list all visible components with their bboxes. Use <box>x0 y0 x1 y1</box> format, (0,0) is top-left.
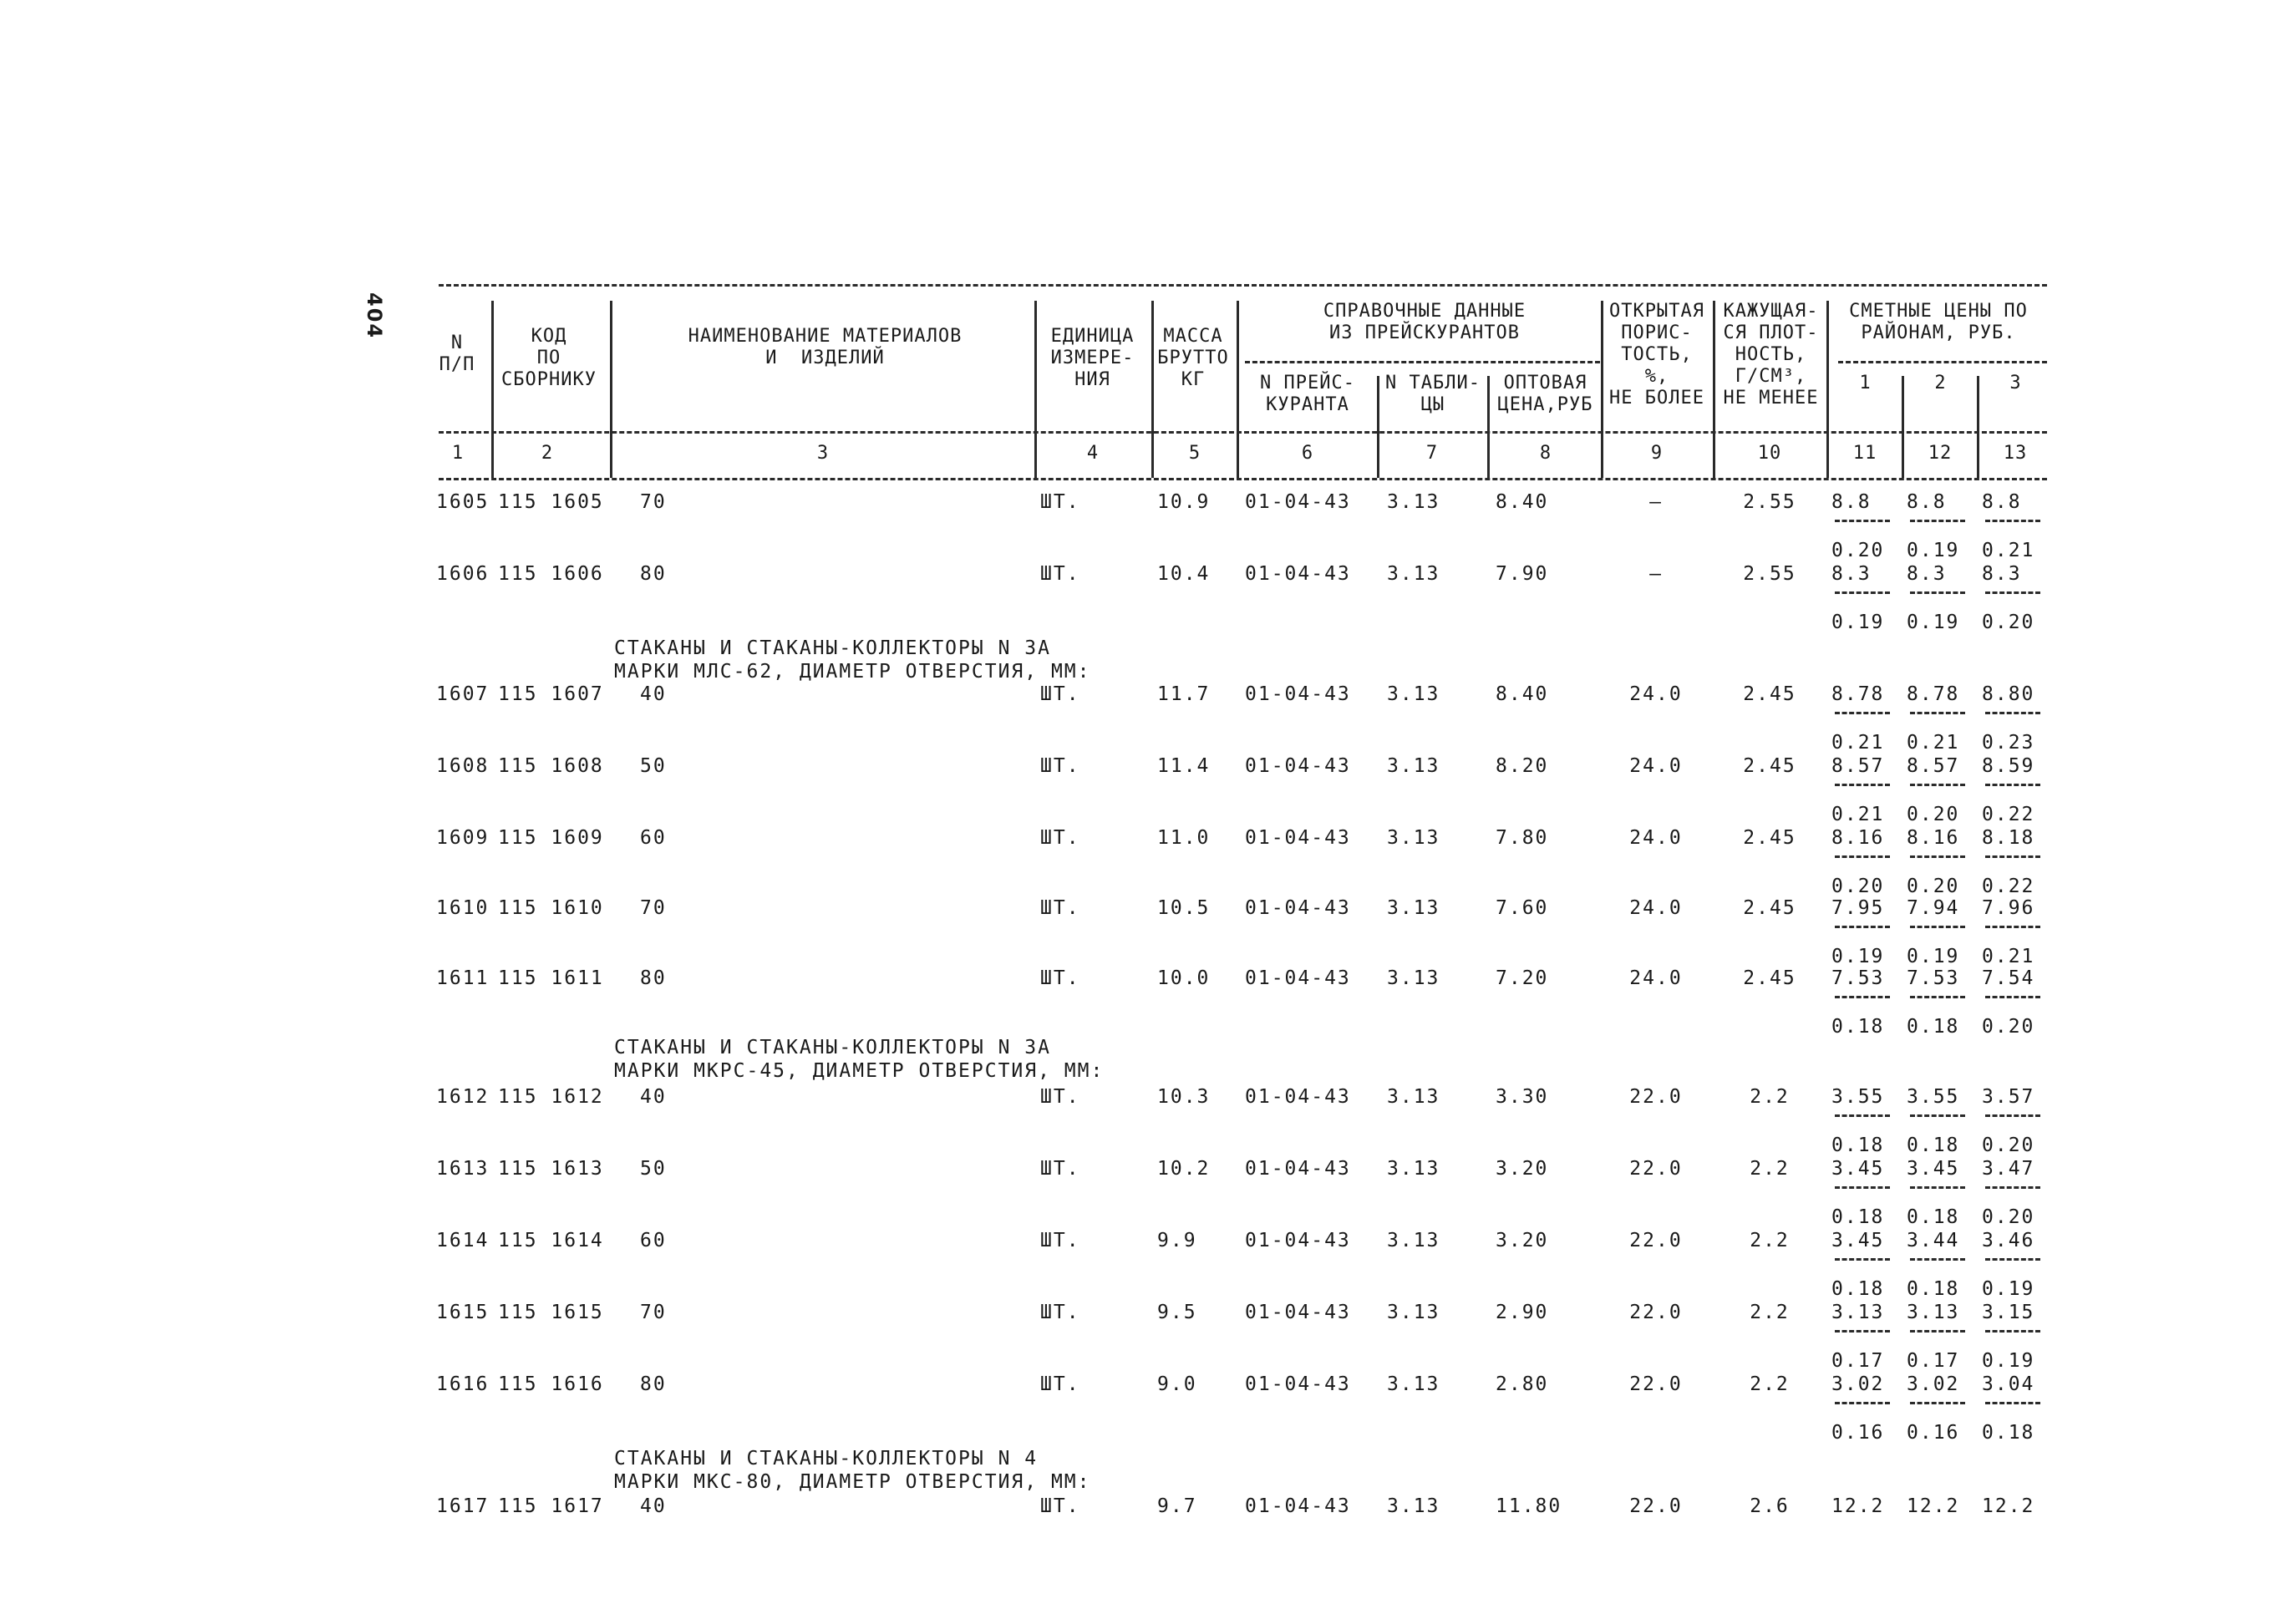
cell-wholesale: 8.20 <box>1496 755 1549 777</box>
cell-code: 115 1617 <box>498 1495 604 1517</box>
fraction-bar <box>1985 1330 2040 1332</box>
cell-density: 2.2 <box>1750 1230 1790 1251</box>
cell-table: 3.13 <box>1387 1302 1440 1323</box>
column-number: 6 <box>1301 443 1314 464</box>
cell-mass: 10.5 <box>1157 897 1211 919</box>
cell-p1: 8.78 <box>1831 683 1885 705</box>
cell-unit: ШТ. <box>1040 1373 1080 1395</box>
fraction-bar <box>1985 712 2040 714</box>
cell-density: 2.55 <box>1743 491 1796 513</box>
cell-p1: 3.45 <box>1831 1158 1885 1180</box>
fraction-bar <box>1835 520 1890 522</box>
cell-d1: 0.20 <box>1831 540 1885 561</box>
cell-table: 3.13 <box>1387 1230 1440 1251</box>
cell-unit: ШТ. <box>1040 827 1080 849</box>
cell-mass: 11.4 <box>1157 755 1211 777</box>
vrule <box>1034 301 1037 478</box>
cell-p1: 8.16 <box>1831 827 1885 849</box>
cell-wholesale: 7.90 <box>1496 563 1549 585</box>
fraction-bar <box>1985 1114 2040 1117</box>
vrule <box>491 301 494 478</box>
header-ref-group: СПРАВОЧНЫЕ ДАННЫЕ ИЗ ПРЕЙСКУРАНТОВ <box>1323 301 1526 343</box>
cell-name: 80 <box>640 1373 667 1395</box>
fraction-bar <box>1835 1186 1890 1189</box>
cell-d2: 0.20 <box>1907 804 1960 825</box>
cell-density: 2.2 <box>1750 1373 1790 1395</box>
vrule <box>1713 301 1715 478</box>
cell-code: 115 1616 <box>498 1373 604 1395</box>
fraction-bar <box>1910 1402 1965 1404</box>
cell-porosity: 24.0 <box>1629 683 1683 705</box>
fraction-bar <box>1910 520 1965 522</box>
cell-p2: 8.8 <box>1907 491 1947 513</box>
cell-density: 2.55 <box>1743 563 1796 585</box>
cell-price-list: 01-04-43 <box>1245 1373 1351 1395</box>
cell-name: 70 <box>640 897 667 919</box>
cell-n: 1608 <box>436 755 490 777</box>
cell-unit: ШТ. <box>1040 1230 1080 1251</box>
cell-d2: 0.18 <box>1907 1206 1960 1228</box>
cell-price-list: 01-04-43 <box>1245 755 1351 777</box>
vrule <box>1237 301 1239 478</box>
cell-code: 115 1608 <box>498 755 604 777</box>
cell-p1: 3.13 <box>1831 1302 1885 1323</box>
cell-d1: 0.19 <box>1831 946 1885 967</box>
cell-name: 70 <box>640 491 667 513</box>
cell-density: 2.45 <box>1743 827 1796 849</box>
cell-density: 2.2 <box>1750 1158 1790 1180</box>
cell-mass: 10.9 <box>1157 491 1211 513</box>
section-title: СТАКАНЫ И СТАКАНЫ-КОЛЛЕКТОРЫ N 3А МАРКИ МЛС-62, ДИАМЕТР ОТВЕРСТИЯ, ММ: <box>614 637 1091 683</box>
fraction-bar <box>1910 1258 1965 1261</box>
cell-porosity: 22.0 <box>1629 1158 1683 1180</box>
cell-table: 3.13 <box>1387 683 1440 705</box>
cell-mass: 10.4 <box>1157 563 1211 585</box>
cell-p2: 8.16 <box>1907 827 1960 849</box>
cell-table: 3.13 <box>1387 1495 1440 1517</box>
cell-unit: ШТ. <box>1040 1086 1080 1108</box>
cell-d1: 0.18 <box>1831 1016 1885 1038</box>
cell-d3: 0.21 <box>1982 540 2035 561</box>
fraction-bar <box>1835 1258 1890 1261</box>
cell-wholesale: 7.20 <box>1496 967 1549 989</box>
cell-p1: 7.53 <box>1831 967 1885 989</box>
vrule <box>610 301 612 478</box>
cell-price-list: 01-04-43 <box>1245 683 1351 705</box>
vrule <box>1377 376 1379 478</box>
cell-p2: 3.02 <box>1907 1373 1960 1395</box>
cell-p1: 12.2 <box>1831 1495 1885 1517</box>
cell-unit: ШТ. <box>1040 683 1080 705</box>
cell-d3: 0.19 <box>1982 1278 2035 1300</box>
cell-porosity: – <box>1649 491 1663 513</box>
column-number: 7 <box>1425 443 1439 464</box>
cell-density: 2.2 <box>1750 1302 1790 1323</box>
cell-porosity: 22.0 <box>1629 1086 1683 1108</box>
fraction-bar <box>1910 591 1965 594</box>
cell-price-list: 01-04-43 <box>1245 491 1351 513</box>
cell-n: 1612 <box>436 1086 490 1108</box>
header-mid-rule <box>439 431 2047 434</box>
cell-d2: 0.16 <box>1907 1422 1960 1444</box>
fraction-bar <box>1910 1186 1965 1189</box>
cell-mass: 10.2 <box>1157 1158 1211 1180</box>
fraction-bar <box>1910 996 1965 998</box>
cell-p3: 8.8 <box>1982 491 2022 513</box>
cell-n: 1609 <box>436 827 490 849</box>
cell-p3: 3.46 <box>1982 1230 2035 1251</box>
cell-wholesale: 7.60 <box>1496 897 1549 919</box>
vrule <box>1977 376 1979 478</box>
cell-price-list: 01-04-43 <box>1245 1230 1351 1251</box>
cell-p1: 3.45 <box>1831 1230 1885 1251</box>
fraction-bar <box>1985 1258 2040 1261</box>
column-number: 9 <box>1650 443 1664 464</box>
column-number: 2 <box>541 443 554 464</box>
cell-d3: 0.20 <box>1982 1016 2035 1038</box>
cell-p2: 7.53 <box>1907 967 1960 989</box>
cell-price-list: 01-04-43 <box>1245 897 1351 919</box>
cell-wholesale: 2.90 <box>1496 1302 1549 1323</box>
fraction-bar <box>1910 1114 1965 1117</box>
cell-d3: 0.20 <box>1982 612 2035 633</box>
cell-name: 70 <box>640 1302 667 1323</box>
cell-mass: 9.5 <box>1157 1302 1197 1323</box>
cell-d1: 0.21 <box>1831 804 1885 825</box>
vrule <box>1151 301 1154 478</box>
cell-mass: 9.7 <box>1157 1495 1197 1517</box>
cell-table: 3.13 <box>1387 897 1440 919</box>
cell-unit: ШТ. <box>1040 491 1080 513</box>
cell-mass: 10.3 <box>1157 1086 1211 1108</box>
cell-table: 3.13 <box>1387 967 1440 989</box>
fraction-bar <box>1910 712 1965 714</box>
cell-p3: 8.80 <box>1982 683 2035 705</box>
column-number: 12 <box>1928 443 1953 464</box>
cell-wholesale: 11.80 <box>1496 1495 1562 1517</box>
cell-d2: 0.18 <box>1907 1016 1960 1038</box>
fraction-bar <box>1910 926 1965 928</box>
cell-density: 2.45 <box>1743 683 1796 705</box>
fraction-bar <box>1985 1186 2040 1189</box>
fraction-bar <box>1835 926 1890 928</box>
column-number: 10 <box>1757 443 1782 464</box>
vrule <box>1902 376 1904 478</box>
cell-porosity: 24.0 <box>1629 897 1683 919</box>
header-top-rule <box>439 284 2047 287</box>
cell-p3: 7.96 <box>1982 897 2035 919</box>
header-col-number: N П/П <box>439 332 475 375</box>
cell-name: 50 <box>640 1158 667 1180</box>
cell-code: 115 1607 <box>498 683 604 705</box>
cell-wholesale: 3.30 <box>1496 1086 1549 1108</box>
cell-p2: 7.94 <box>1907 897 1960 919</box>
fraction-bar <box>1835 855 1890 858</box>
cell-p3: 3.47 <box>1982 1158 2035 1180</box>
cell-d1: 0.19 <box>1831 612 1885 633</box>
fraction-bar <box>1835 996 1890 998</box>
cell-name: 40 <box>640 1086 667 1108</box>
cell-table: 3.13 <box>1387 1158 1440 1180</box>
header-col-code: КОД ПО СБОРНИКУ <box>501 326 597 390</box>
cell-mass: 9.9 <box>1157 1230 1197 1251</box>
cell-unit: ШТ. <box>1040 1158 1080 1180</box>
cell-d1: 0.17 <box>1831 1350 1885 1372</box>
cell-d3: 0.22 <box>1982 804 2035 825</box>
cell-price-list: 01-04-43 <box>1245 563 1351 585</box>
cell-p3: 12.2 <box>1982 1495 2035 1517</box>
cell-price-list: 01-04-43 <box>1245 967 1351 989</box>
cell-n: 1611 <box>436 967 490 989</box>
cell-d3: 0.18 <box>1982 1422 2035 1444</box>
cell-d3: 0.20 <box>1982 1135 2035 1156</box>
cell-table: 3.13 <box>1387 1086 1440 1108</box>
cell-d2: 0.17 <box>1907 1350 1960 1372</box>
cell-table: 3.13 <box>1387 755 1440 777</box>
header-price-group: СМЕТНЫЕ ЦЕНЫ ПО РАЙОНАМ, РУБ. <box>1849 301 2028 343</box>
cell-p3: 7.54 <box>1982 967 2035 989</box>
cell-p2: 3.45 <box>1907 1158 1960 1180</box>
cell-porosity: 22.0 <box>1629 1230 1683 1251</box>
cell-density: 2.45 <box>1743 967 1796 989</box>
cell-wholesale: 8.40 <box>1496 683 1549 705</box>
cell-d3: 0.20 <box>1982 1206 2035 1228</box>
cell-n: 1607 <box>436 683 490 705</box>
cell-density: 2.45 <box>1743 755 1796 777</box>
fraction-bar <box>1835 591 1890 594</box>
cell-n: 1616 <box>436 1373 490 1395</box>
fraction-bar <box>1985 591 2040 594</box>
cell-d1: 0.16 <box>1831 1422 1885 1444</box>
cell-name: 80 <box>640 967 667 989</box>
cell-code: 115 1615 <box>498 1302 604 1323</box>
cell-d2: 0.21 <box>1907 732 1960 754</box>
column-number: 11 <box>1852 443 1877 464</box>
cell-p1: 3.55 <box>1831 1086 1885 1108</box>
cell-mass: 11.7 <box>1157 683 1211 705</box>
fraction-bar <box>1835 1114 1890 1117</box>
section-title: СТАКАНЫ И СТАКАНЫ-КОЛЛЕКТОРЫ N 4 МАРКИ МКС-80, ДИАМЕТР ОТВЕРСТИЯ, ММ: <box>614 1448 1091 1493</box>
cell-unit: ШТ. <box>1040 967 1080 989</box>
cell-mass: 10.0 <box>1157 967 1211 989</box>
header-col-name: НАИМЕНОВАНИЕ МАТЕРИАЛОВ И ИЗДЕЛИЙ <box>688 326 963 368</box>
cell-name: 40 <box>640 683 667 705</box>
cell-price-list: 01-04-43 <box>1245 1158 1351 1180</box>
header-col-wholesale: ОПТОВАЯ ЦЕНА,РУБ <box>1497 373 1593 415</box>
cell-price-list: 01-04-43 <box>1245 827 1351 849</box>
cell-unit: ШТ. <box>1040 897 1080 919</box>
fraction-bar <box>1835 1330 1890 1332</box>
cell-p1: 8.3 <box>1831 563 1872 585</box>
fraction-bar <box>1985 926 2040 928</box>
cell-p2: 3.44 <box>1907 1230 1960 1251</box>
cell-d3: 0.22 <box>1982 876 2035 897</box>
cell-unit: ШТ. <box>1040 563 1080 585</box>
header-bottom-rule <box>439 478 2047 480</box>
cell-code: 115 1611 <box>498 967 604 989</box>
cell-p1: 7.95 <box>1831 897 1885 919</box>
cell-n: 1606 <box>436 563 490 585</box>
cell-density: 2.45 <box>1743 897 1796 919</box>
cell-p1: 8.57 <box>1831 755 1885 777</box>
cell-porosity: 24.0 <box>1629 827 1683 849</box>
cell-d1: 0.20 <box>1831 876 1885 897</box>
cell-p2: 8.78 <box>1907 683 1960 705</box>
cell-mass: 9.0 <box>1157 1373 1197 1395</box>
cell-porosity: 22.0 <box>1629 1302 1683 1323</box>
cell-code: 115 1609 <box>498 827 604 849</box>
column-number: 4 <box>1086 443 1100 464</box>
cell-code: 115 1606 <box>498 563 604 585</box>
fraction-bar <box>1985 855 2040 858</box>
page-number: 404 <box>363 292 386 340</box>
cell-d2: 0.19 <box>1907 946 1960 967</box>
cell-unit: ШТ. <box>1040 755 1080 777</box>
fraction-bar <box>1985 996 2040 998</box>
cell-code: 115 1610 <box>498 897 604 919</box>
cell-mass: 11.0 <box>1157 827 1211 849</box>
cell-p3: 8.3 <box>1982 563 2022 585</box>
column-number: 5 <box>1188 443 1201 464</box>
fraction-bar <box>1835 1402 1890 1404</box>
cell-code: 115 1613 <box>498 1158 604 1180</box>
column-number: 13 <box>2003 443 2028 464</box>
fraction-bar <box>1910 784 1965 786</box>
cell-code: 115 1612 <box>498 1086 604 1108</box>
cell-code: 115 1614 <box>498 1230 604 1251</box>
cell-d1: 0.18 <box>1831 1206 1885 1228</box>
cell-name: 60 <box>640 1230 667 1251</box>
cell-d1: 0.18 <box>1831 1135 1885 1156</box>
header-col-region-2: 2 <box>1934 373 1947 393</box>
cell-density: 2.2 <box>1750 1086 1790 1108</box>
fraction-bar <box>1910 1330 1965 1332</box>
vrule <box>1826 301 1829 478</box>
cell-wholesale: 8.40 <box>1496 491 1549 513</box>
vrule <box>1601 301 1603 478</box>
header-col-region-1: 1 <box>1859 373 1872 393</box>
fraction-bar <box>1985 520 2040 522</box>
cell-d2: 0.19 <box>1907 540 1960 561</box>
cell-porosity: 22.0 <box>1629 1373 1683 1395</box>
cell-p3: 3.04 <box>1982 1373 2035 1395</box>
cell-name: 50 <box>640 755 667 777</box>
cell-p3: 3.15 <box>1982 1302 2035 1323</box>
cell-porosity: – <box>1649 563 1663 585</box>
cell-table: 3.13 <box>1387 827 1440 849</box>
cell-p1: 8.8 <box>1831 491 1872 513</box>
cell-d1: 0.18 <box>1831 1278 1885 1300</box>
cell-unit: ШТ. <box>1040 1302 1080 1323</box>
header-col-mass: МАССА БРУТТО КГ <box>1157 326 1229 390</box>
header-col-table: N ТАБЛИ- ЦЫ <box>1385 373 1481 415</box>
cell-wholesale: 7.80 <box>1496 827 1549 849</box>
header-col-density: КАЖУЩАЯ- СЯ ПЛОТ- НОСТЬ, Г/СМ³, НЕ МЕНЕЕ <box>1723 301 1819 409</box>
cell-code: 115 1605 <box>498 491 604 513</box>
fraction-bar <box>1985 1402 2040 1404</box>
section-title: СТАКАНЫ И СТАКАНЫ-КОЛЛЕКТОРЫ N 3А МАРКИ МКРС-45, ДИАМЕТР ОТВЕРСТИЯ, ММ: <box>614 1037 1105 1082</box>
cell-n: 1617 <box>436 1495 490 1517</box>
cell-d1: 0.21 <box>1831 732 1885 754</box>
cell-price-list: 01-04-43 <box>1245 1086 1351 1108</box>
cell-table: 3.13 <box>1387 491 1440 513</box>
cell-d3: 0.21 <box>1982 946 2035 967</box>
header-col-porosity: ОТКРЫТАЯ ПОРИС- ТОСТЬ, %, НЕ БОЛЕЕ <box>1609 301 1704 409</box>
fraction-bar <box>1985 784 2040 786</box>
column-number: 3 <box>816 443 830 464</box>
header-price-rule <box>1838 361 2047 363</box>
header-col-unit: ЕДИНИЦА ИЗМЕРЕ- НИЯ <box>1050 326 1135 390</box>
cell-wholesale: 2.80 <box>1496 1373 1549 1395</box>
column-number: 1 <box>451 443 465 464</box>
cell-porosity: 22.0 <box>1629 1495 1683 1517</box>
cell-wholesale: 3.20 <box>1496 1158 1549 1180</box>
cell-n: 1613 <box>436 1158 490 1180</box>
header-col-price-list: N ПРЕЙС- КУРАНТА <box>1260 373 1355 415</box>
vrule <box>1487 376 1490 478</box>
cell-table: 3.13 <box>1387 563 1440 585</box>
cell-porosity: 24.0 <box>1629 755 1683 777</box>
cell-p2: 3.13 <box>1907 1302 1960 1323</box>
cell-d2: 0.20 <box>1907 876 1960 897</box>
cell-p3: 3.57 <box>1982 1086 2035 1108</box>
cell-n: 1610 <box>436 897 490 919</box>
cell-p2: 8.3 <box>1907 563 1947 585</box>
cell-unit: ШТ. <box>1040 1495 1080 1517</box>
cell-wholesale: 3.20 <box>1496 1230 1549 1251</box>
cell-n: 1614 <box>436 1230 490 1251</box>
cell-price-list: 01-04-43 <box>1245 1302 1351 1323</box>
cell-p1: 3.02 <box>1831 1373 1885 1395</box>
cell-name: 80 <box>640 563 667 585</box>
cell-d3: 0.23 <box>1982 732 2035 754</box>
cell-d3: 0.19 <box>1982 1350 2035 1372</box>
cell-porosity: 24.0 <box>1629 967 1683 989</box>
cell-d2: 0.18 <box>1907 1135 1960 1156</box>
cell-p2: 8.57 <box>1907 755 1960 777</box>
cell-p2: 12.2 <box>1907 1495 1960 1517</box>
cell-table: 3.13 <box>1387 1373 1440 1395</box>
cell-name: 60 <box>640 827 667 849</box>
cell-p3: 8.18 <box>1982 827 2035 849</box>
cell-n: 1615 <box>436 1302 490 1323</box>
cell-price-list: 01-04-43 <box>1245 1495 1351 1517</box>
cell-name: 40 <box>640 1495 667 1517</box>
fraction-bar <box>1835 712 1890 714</box>
cell-n: 1605 <box>436 491 490 513</box>
cell-d2: 0.18 <box>1907 1278 1960 1300</box>
fraction-bar <box>1835 784 1890 786</box>
cell-p3: 8.59 <box>1982 755 2035 777</box>
cell-p2: 3.55 <box>1907 1086 1960 1108</box>
header-ref-rule <box>1245 361 1600 363</box>
cell-d2: 0.19 <box>1907 612 1960 633</box>
header-col-region-3: 3 <box>2009 373 2022 393</box>
column-number: 8 <box>1539 443 1552 464</box>
cell-density: 2.6 <box>1750 1495 1790 1517</box>
fraction-bar <box>1910 855 1965 858</box>
